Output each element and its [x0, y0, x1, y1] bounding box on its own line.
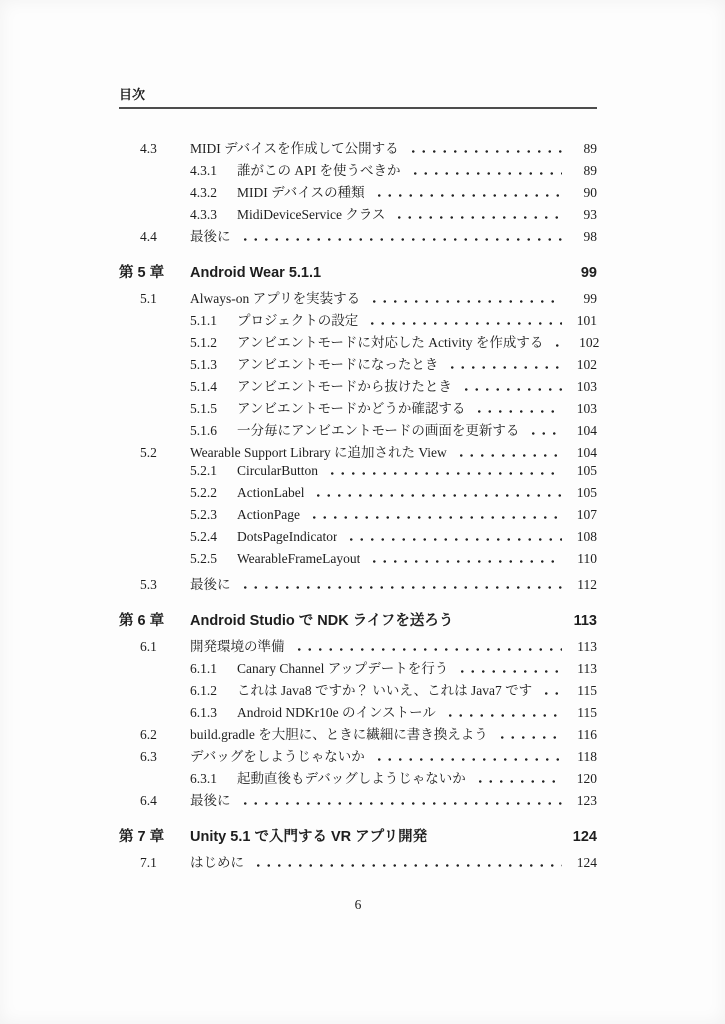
toc-entry-number: 5.2.3	[190, 507, 217, 522]
toc-row-5.1.3	[119, 353, 597, 375]
toc-entry-page: 102	[579, 335, 600, 350]
dot-leader	[455, 661, 562, 673]
toc-entry-page: 105	[576, 463, 597, 478]
toc-entry-title: MIDI デバイスを作成して公開する	[190, 141, 399, 156]
dot-leader	[550, 335, 564, 347]
dot-leader	[344, 529, 562, 541]
toc-entry-title: Android Studio で NDK ライフを送ろう	[190, 613, 454, 629]
running-head-title: 目次	[119, 87, 146, 102]
dot-leader	[238, 229, 563, 241]
toc-entry-page: 108	[576, 529, 597, 544]
toc-entry-number: 5.2.1	[190, 463, 217, 478]
toc-entry-number: 5.2.5	[190, 551, 217, 566]
toc-entry-number: 4.3.2	[190, 185, 217, 200]
toc-entry-title: 開発環境の準備	[190, 639, 285, 654]
toc-entry-number: 第 5 章	[119, 265, 165, 281]
toc-entry-title: CircularButton	[237, 463, 318, 478]
folio-page-number: 6	[354, 897, 362, 912]
toc-entry-title: Android Wear 5.1.1	[190, 265, 322, 281]
toc-entry-page: 118	[577, 749, 597, 764]
toc-entry-number: 6.1.3	[190, 705, 217, 720]
toc-entry-number: 6.1	[140, 639, 157, 654]
toc-entry-page: 113	[577, 661, 597, 676]
toc-entry-number: 5.1.6	[190, 423, 217, 438]
toc-row-5.2.1	[119, 463, 597, 485]
toc-row-4.3.3	[119, 203, 597, 225]
toc-entry-title: WearableFrameLayout	[237, 551, 361, 566]
dot-leader	[372, 749, 562, 761]
toc-entry-title: Unity 5.1 で入門する VR アプリ開発	[190, 829, 428, 845]
toc-entry-number: 5.3	[140, 577, 157, 592]
dot-leader	[307, 507, 562, 519]
toc-entry-page: 107	[576, 507, 597, 522]
toc-entry-number: 7.1	[140, 855, 157, 870]
toc-row-5.1.2	[119, 331, 600, 353]
toc-row-6.2	[119, 723, 597, 745]
toc-row-5.1.6	[119, 419, 597, 441]
toc-row-第5章	[119, 261, 597, 287]
toc-entry-title: Android NDKr10e のインストール	[237, 705, 436, 720]
dot-leader	[367, 291, 562, 303]
dot-leader	[367, 551, 562, 563]
toc-entry-title: 最後に	[190, 229, 231, 244]
toc-row-5.3	[119, 573, 597, 595]
toc-entry-number: 5.2	[140, 445, 157, 460]
toc-entry-number: 5.1.2	[190, 335, 217, 350]
toc-entry-title: これは Java8 ですか？ いいえ、これは Java7 です	[237, 683, 533, 698]
toc-list	[119, 137, 600, 873]
toc-row-5.1.1	[119, 309, 597, 331]
toc-entry-title: Always-on アプリを実装する	[190, 291, 361, 306]
toc-row-第6章	[119, 609, 597, 635]
toc-row-6.3.1	[119, 767, 597, 789]
toc-entry-number: 5.1.1	[190, 313, 217, 328]
toc-row-5.2.4	[119, 529, 597, 551]
toc-entry-title: ActionPage	[237, 507, 300, 522]
dot-leader	[445, 357, 562, 369]
toc-row-6.1.1	[119, 657, 597, 679]
toc-entry-title: 最後に	[190, 793, 231, 808]
toc-row-6.1.3	[119, 701, 597, 723]
toc-entry-title: Canary Channel アップデートを行う	[237, 661, 449, 676]
toc-row-第7章	[119, 825, 597, 851]
toc-entry-page: 104	[576, 423, 597, 438]
dot-leader	[372, 185, 562, 197]
toc-entry-number: 6.2	[140, 727, 157, 742]
toc-entry-number: 6.1.1	[190, 661, 217, 676]
toc-row-5.2.3	[119, 507, 597, 529]
dot-leader	[472, 401, 562, 413]
dot-leader	[454, 445, 562, 457]
toc-entry-page: 115	[577, 683, 597, 698]
toc-entry-page: 115	[577, 705, 597, 720]
toc-row-5.1	[119, 287, 597, 309]
toc-row-6.1	[119, 635, 597, 657]
toc-row-4.4	[119, 225, 597, 247]
dot-leader	[443, 705, 562, 717]
toc-row-4.3.2	[119, 181, 597, 203]
toc-entry-number: 5.1	[140, 291, 157, 306]
toc-entry-page: 103	[576, 401, 597, 416]
toc-row-5.1.4	[119, 375, 597, 397]
toc-entry-number: 6.4	[140, 793, 157, 808]
toc-entry-title: ActionLabel	[237, 485, 305, 500]
toc-entry-title: はじめに	[190, 855, 244, 870]
dot-leader	[408, 163, 562, 175]
toc-entry-page: 103	[576, 379, 597, 394]
toc-entry-title: MidiDeviceService クラス	[237, 207, 386, 222]
toc-entry-title: アンビエントモードになったとき	[237, 357, 439, 372]
toc-entry-page: 89	[583, 163, 597, 178]
dot-leader	[539, 683, 562, 695]
dot-leader	[473, 771, 562, 783]
dot-leader	[365, 313, 562, 325]
toc-entry-page: 110	[577, 551, 597, 566]
toc-entry-title: アンビエントモードかどうか確認する	[237, 401, 466, 416]
dot-leader	[238, 793, 563, 805]
toc-entry-number: 5.1.4	[190, 379, 217, 394]
toc-entry-page: 90	[583, 185, 597, 200]
page-content	[119, 0, 600, 913]
dot-leader	[251, 855, 562, 867]
toc-entry-page: 99	[583, 291, 597, 306]
toc-entry-number: 5.2.2	[190, 485, 217, 500]
toc-entry-page: 101	[576, 313, 597, 328]
toc-entry-page: 93	[583, 207, 597, 222]
toc-row-4.3.1	[119, 159, 597, 181]
toc-entry-page: 89	[583, 141, 597, 156]
toc-entry-page: 124	[576, 855, 597, 870]
toc-entry-page: 105	[576, 485, 597, 500]
toc-entry-number: 4.3	[140, 141, 157, 156]
toc-entry-number: 5.1.3	[190, 357, 217, 372]
toc-entry-page: 99	[580, 265, 597, 281]
toc-row-6.1.2	[119, 679, 597, 701]
toc-entry-number: 4.3.1	[190, 163, 217, 178]
toc-entry-number: 4.4	[140, 229, 157, 244]
toc-entry-title: build.gradle を大胆に、ときに繊細に書き換えよう	[190, 727, 488, 742]
toc-entry-title: MIDI デバイスの種類	[237, 185, 365, 200]
toc-row-5.1.5	[119, 397, 597, 419]
toc-entry-number: 5.2.4	[190, 529, 217, 544]
toc-entry-title: 起動直後もデバッグしようじゃないか	[237, 771, 466, 786]
toc-row-4.3	[119, 137, 597, 159]
dot-leader	[238, 577, 563, 589]
toc-row-7.1	[119, 851, 597, 873]
toc-entry-title: 最後に	[190, 577, 231, 592]
dot-leader	[292, 639, 563, 651]
toc-entry-page: 124	[572, 829, 597, 845]
toc-entry-number: 6.3.1	[190, 771, 217, 786]
toc-row-5.2	[119, 441, 597, 463]
dot-leader	[526, 423, 562, 435]
toc-entry-page: 113	[577, 639, 597, 654]
dot-leader	[311, 485, 562, 497]
toc-entry-title: アンビエントモードに対応した Activity を作成する	[237, 335, 544, 350]
toc-entry-page: 123	[576, 793, 597, 808]
toc-entry-title: アンビエントモードから抜けたとき	[237, 379, 452, 394]
toc-entry-number: 6.1.2	[190, 683, 217, 698]
toc-entry-title: 一分毎にアンビエントモードの画面を更新する	[237, 423, 520, 438]
toc-entry-page: 104	[576, 445, 597, 460]
toc-entry-number: 第 6 章	[119, 613, 165, 629]
toc-entry-title: 誰がこの API を使うべきか	[237, 163, 401, 178]
toc-entry-number: 5.1.5	[190, 401, 217, 416]
running-head-rule	[119, 107, 597, 109]
dot-leader	[406, 141, 562, 153]
running-head	[119, 0, 597, 109]
toc-row-6.3	[119, 745, 597, 767]
toc-row-6.4	[119, 789, 597, 811]
dot-leader	[495, 727, 562, 739]
toc-entry-page: 116	[577, 727, 597, 742]
toc-entry-number: 6.3	[140, 749, 157, 764]
toc-entry-page: 112	[577, 577, 597, 592]
dot-leader	[392, 207, 562, 219]
toc-entry-title: DotsPageIndicator	[237, 529, 338, 544]
toc-entry-page: 113	[573, 613, 597, 629]
toc-entry-number: 第 7 章	[119, 829, 165, 845]
toc-entry-title: Wearable Support Library に追加された View	[190, 445, 447, 460]
toc-entry-number: 4.3.3	[190, 207, 217, 222]
toc-entry-page: 98	[583, 229, 597, 244]
dot-leader	[459, 379, 562, 391]
toc-entry-title: プロジェクトの設定	[237, 313, 359, 328]
toc-entry-page: 102	[576, 357, 597, 372]
toc-entry-title: デバッグをしようじゃないか	[190, 749, 365, 764]
toc-row-5.2.2	[119, 485, 597, 507]
dot-leader	[325, 463, 562, 475]
toc-row-5.2.5	[119, 551, 597, 573]
toc-entry-page: 120	[576, 771, 597, 786]
